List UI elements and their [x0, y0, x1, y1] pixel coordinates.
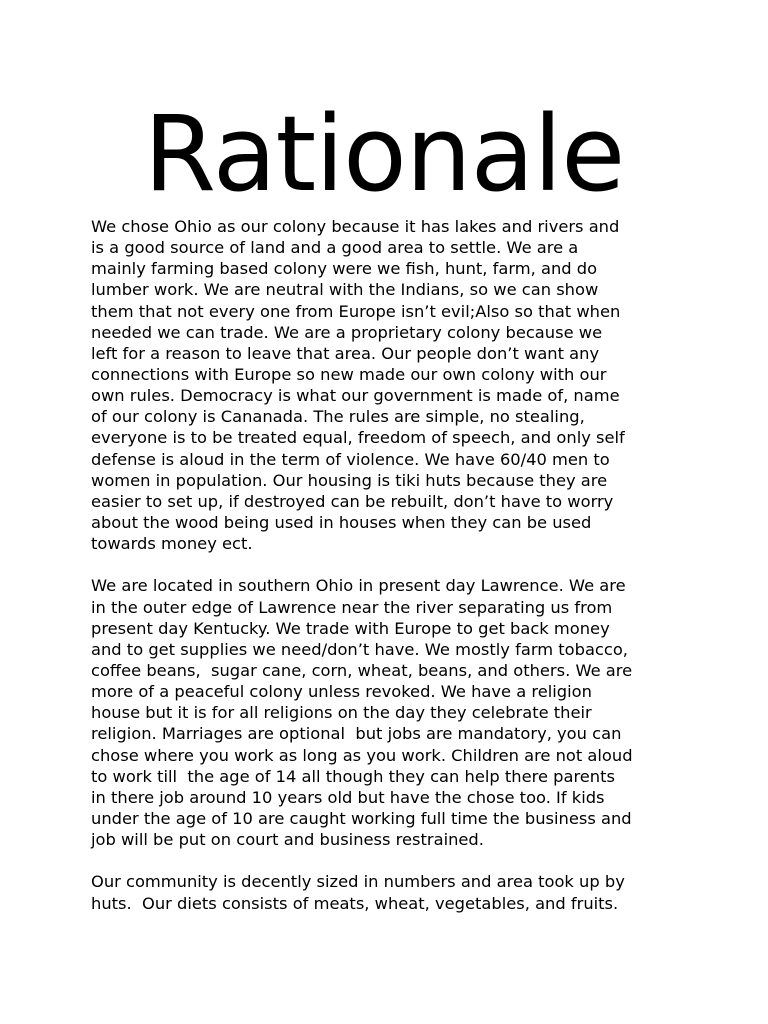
paragraph-2 [91, 575, 691, 850]
text-line: left for a reason to leave that area. Our people don’t want any [91, 343, 600, 363]
text-line: mainly farming based colony were we fish, hunt, farm, and do [91, 259, 598, 279]
text-line: is a good source of land and a good area to settle. We are a [91, 238, 579, 258]
text-line: religion. Marriages are optional but jobs are mandatory, you can [91, 724, 622, 744]
text-line: own rules. Democracy is what our government is made of, name [91, 386, 620, 406]
text-line: in the outer edge of Lawrence near the river separating us from [91, 597, 613, 617]
text-line: more of a peaceful colony unless revoked. We have a religion [91, 682, 592, 702]
text-line: needed we can trade. We are a proprietary colony because we [91, 322, 603, 342]
text-line: easier to set up, if destroyed can be rebuilt, don’t have to worry [91, 491, 614, 511]
text-line: and to get supplies we need/don’t have. We mostly farm tobacco, [91, 639, 628, 659]
document-body [91, 216, 691, 914]
text-line: them that not every one from Europe isn’t evil;Also so that when [91, 301, 621, 321]
text-line: women in population. Our housing is tiki huts because they are [91, 470, 608, 490]
text-line: job will be put on court and business restrained. [91, 830, 484, 850]
text-line: house but it is for all religions on the day they celebrate their [91, 703, 592, 723]
text-line: defense is aloud in the term of violence. We have 60/40 men to [91, 449, 610, 469]
paragraph-gap [91, 850, 691, 871]
text-line: under the age of 10 are caught working full time the business and [91, 808, 632, 828]
text-line: present day Kentucky. We trade with Europe to get back money [91, 618, 610, 638]
text-line: We chose Ohio as our colony because it has lakes and rivers and [91, 217, 620, 236]
text-line: connections with Europe so new made our own colony with our [91, 364, 607, 384]
text-line: Our community is decently sized in numbers and area took up by [91, 872, 625, 892]
text-line: towards money ect. [91, 534, 253, 554]
paragraph-1 [91, 216, 691, 554]
text-line: huts. Our diets consists of meats, wheat, vegetables, and fruits. [91, 893, 619, 913]
text-line: to work till the age of 14 all though they can help there parents [91, 766, 615, 786]
text-line: coffee beans, sugar cane, corn, wheat, beans, and others. We are [91, 660, 633, 680]
text-line: chose where you work as long as you work. Children are not aloud [91, 745, 633, 765]
paragraph-3 [91, 871, 691, 913]
text-line: about the wood being used in houses when they can be used [91, 512, 592, 532]
text-line: lumber work. We are neutral with the Indians, so we can show [91, 280, 599, 300]
page-title: Rationale [143, 93, 625, 215]
paragraph-gap [91, 554, 691, 575]
text-line: in there job around 10 years old but have the chose too. If kids [91, 787, 605, 807]
text-line: We are located in southern Ohio in present day Lawrence. We are [91, 576, 626, 596]
text-line: everyone is to be treated equal, freedom of speech, and only self [91, 428, 625, 448]
text-line: of our colony is Cananada. The rules are simple, no stealing, [91, 407, 585, 427]
